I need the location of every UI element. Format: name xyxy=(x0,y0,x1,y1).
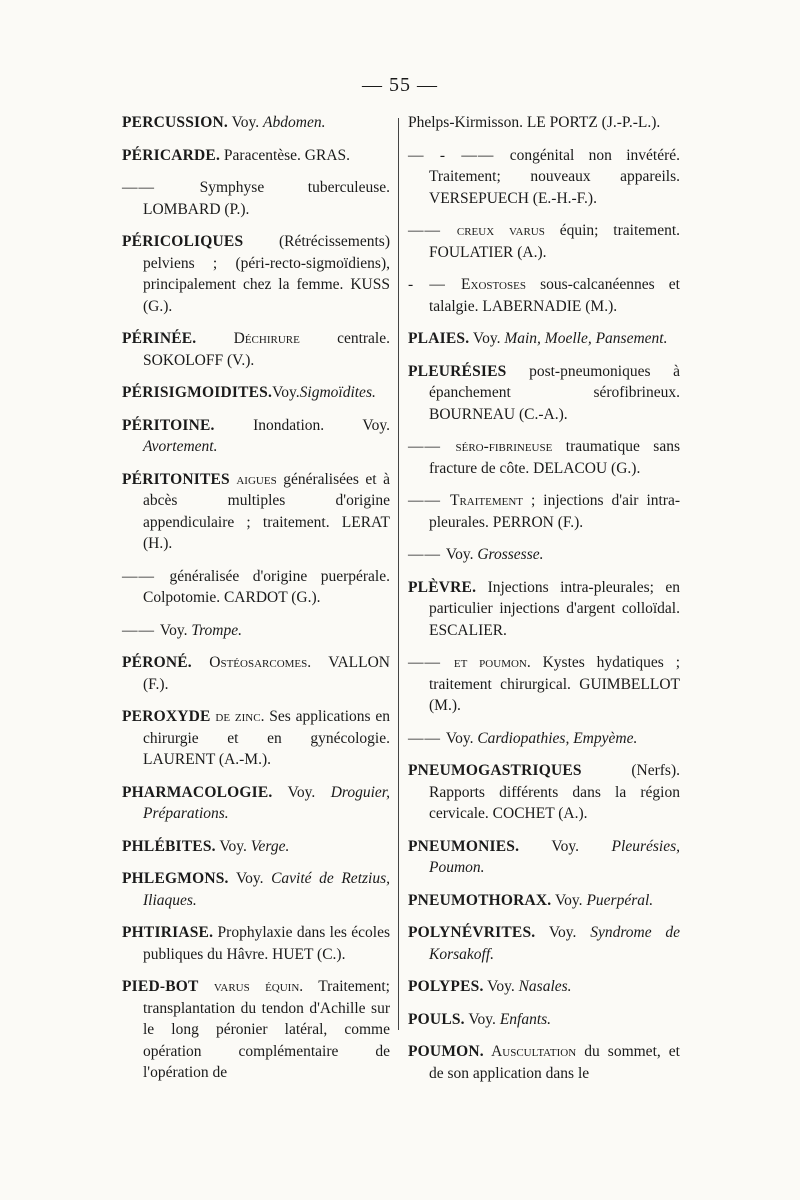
entry-reference: Main, Moelle, Pansement. xyxy=(504,330,668,347)
entry-dash: - — xyxy=(408,276,462,293)
page-number: — 55 — xyxy=(362,74,438,96)
index-entry xyxy=(408,490,680,533)
entry-text: Voy. xyxy=(272,384,300,401)
entry-reference: Cardiopathies, Empyème. xyxy=(477,729,638,747)
index-entry xyxy=(408,760,680,825)
entry-reference: Syndrome de Korsakoff. xyxy=(429,924,680,963)
entry-subheading: creux varus xyxy=(456,222,545,239)
entry-subheading: Exostoses xyxy=(461,276,526,293)
index-entry xyxy=(408,728,680,750)
entry-text: Kystes hydatiques ; traitement chirurgical. GUIMBELLOT (M.). xyxy=(429,654,680,714)
index-entry xyxy=(408,328,680,350)
entry-text: Voy. xyxy=(445,729,478,747)
entry-text: généralisées et à abcès multiples d'origine appendiculaire ; traitement. LERAT (H.). xyxy=(143,470,390,552)
index-entry xyxy=(122,112,390,134)
entry-text: post-pneumoniques à épanchement sérofibrineux. BOURNEAU (C.-A.). xyxy=(429,362,680,423)
entry-headword: PÉRISIGMOIDITES. xyxy=(122,384,273,401)
entry-headword: PERCUSSION. xyxy=(122,114,228,131)
index-entry xyxy=(408,112,680,134)
entry-headword: PHTIRIASE. xyxy=(122,924,214,941)
index-entry xyxy=(408,652,680,717)
index-entry xyxy=(408,436,680,479)
entry-dash: —— xyxy=(122,567,170,585)
entry-reference: Nasales. xyxy=(518,978,572,995)
entry-reference: Grossesse. xyxy=(477,546,544,563)
index-entry xyxy=(122,782,390,825)
entry-text: congénital non invétéré. Traitement; nouveaux appareils. VERSEPUECH (E.-H.-F.). xyxy=(429,146,680,207)
entry-headword: PLEURÉSIES xyxy=(408,362,507,380)
entry-text: VALLON (F.). xyxy=(143,654,390,693)
right-column xyxy=(408,112,680,1095)
entry-text: Ses applications en chirurgie et en gynécologie. LAURENT (A.-M.). xyxy=(143,708,391,768)
entry-dash: —— xyxy=(408,546,446,563)
entry-text: Voy. xyxy=(228,870,272,887)
entry-dash: —— xyxy=(408,654,454,671)
entry-headword: PÉRITONITES xyxy=(122,470,230,488)
entry-dash: —— xyxy=(408,438,456,455)
entry-reference: Sigmoïdites. xyxy=(299,384,376,401)
entry-text: du sommet, et de son application dans le xyxy=(429,1043,680,1082)
entry-reference: Enfants. xyxy=(499,1010,552,1028)
index-entry xyxy=(408,836,680,879)
entry-headword: PLÈVRE. xyxy=(408,578,477,596)
entry-reference: Pleurésies, Poumon. xyxy=(429,837,680,876)
index-entry xyxy=(122,382,390,404)
entry-text: Voy. xyxy=(483,978,519,995)
entry-text: Voy. xyxy=(469,330,505,347)
index-entry xyxy=(122,415,390,458)
entry-text: Injections intra-pleurales; en particulier injections d'argent colloïdal. ESCALIER. xyxy=(429,578,680,639)
entry-text: généralisée d'origine puerpérale. Colpotomie. CARDOT (G.). xyxy=(143,567,390,606)
entry-dash: —— xyxy=(122,179,200,196)
entry-text: Voy. xyxy=(464,1010,500,1028)
entry-text: traumatique sans fracture de côte. DELACOU (G.). xyxy=(429,438,680,477)
entry-headword: PHLEGMONS. xyxy=(122,870,229,887)
entry-text: Inondation. Voy. xyxy=(214,416,390,434)
index-entry xyxy=(408,544,680,566)
entry-headword: PÉRINÉE. xyxy=(122,330,197,347)
entry-text: Voy. xyxy=(272,783,331,801)
entry-headword: PHLÉBITES. xyxy=(122,837,216,855)
entry-reference: Puerpéral. xyxy=(586,891,654,909)
entry-dash: —— xyxy=(122,621,160,639)
entry-headword: PÉRITOINE. xyxy=(122,416,215,434)
entry-dash: — - —— xyxy=(408,146,510,164)
entry-text: Voy. xyxy=(519,837,612,855)
entry-headword: PLAIES. xyxy=(408,330,470,347)
entry-text: Voy. xyxy=(159,621,192,639)
entry-headword: PIED-BOT xyxy=(122,978,199,995)
index-entry xyxy=(122,652,390,695)
entry-headword: PNEUMOGASTRIQUES xyxy=(408,762,582,779)
index-entry xyxy=(408,274,680,317)
entry-subheading: de zinc. xyxy=(210,708,265,725)
entry-text: Phelps-Kirmisson. LE PORTZ (J.-P.-L.). xyxy=(408,114,661,131)
index-entry xyxy=(408,922,680,965)
index-entry xyxy=(122,469,390,555)
entry-text: Voy. xyxy=(445,546,478,563)
entry-headword: POULS. xyxy=(408,1010,465,1028)
entry-reference: Verge. xyxy=(250,837,290,855)
index-entry xyxy=(408,577,680,642)
index-entry xyxy=(122,620,390,642)
entry-subheading: aigues xyxy=(229,470,277,488)
entry-text: sous-calcanéennes et talalgie. LABERNADIE (M.). xyxy=(429,276,680,315)
entry-text: Voy. xyxy=(215,837,251,855)
entry-text: Voy. xyxy=(551,891,587,909)
entry-text: Prophylaxie dans les écoles publiques du Hâvre. HUET (C.). xyxy=(143,924,390,963)
entry-subheading: Ostéosarcomes. xyxy=(191,654,312,671)
entry-text: Symphyse tuberculeuse. LOMBARD (P.). xyxy=(143,179,390,218)
entry-headword: PÉRONÉ. xyxy=(122,654,192,671)
entry-reference: Abdomen. xyxy=(263,114,326,131)
entry-text: Traitement; transplantation du tendon d'Achille sur le long péronier latéral, comme opération complémentaire de l'opération de xyxy=(143,978,390,1081)
entry-headword: PNEUMOTHORAX. xyxy=(408,891,552,909)
entry-text: Voy. xyxy=(228,114,264,131)
entry-reference: Trompe. xyxy=(191,621,242,639)
entry-headword: PÉRICOLIQUES xyxy=(122,233,244,250)
index-entry xyxy=(122,145,390,167)
entry-subheading: Déchirure xyxy=(196,330,300,347)
entry-subheading: Traitement xyxy=(450,492,524,509)
entry-reference: Droguier, Préparations. xyxy=(143,783,390,822)
entry-reference: Avortement. xyxy=(143,438,218,455)
index-entry xyxy=(408,1041,680,1084)
entry-text: centrale. SOKOLOFF (V.). xyxy=(143,330,390,369)
index-entry xyxy=(122,706,390,771)
entry-headword: POLYNÉVRITES. xyxy=(408,924,536,941)
index-entry xyxy=(408,361,680,426)
entry-headword: PÉRICARDE. xyxy=(122,146,221,164)
entry-subheading: et poumon. xyxy=(453,654,531,671)
index-entry xyxy=(408,145,680,210)
entry-text: équin; traitement. FOULATIER (A.). xyxy=(429,222,681,261)
entry-subheading: varus équin. xyxy=(198,978,304,995)
entry-subheading: Auscultation xyxy=(483,1043,577,1060)
index-entry xyxy=(122,976,390,1084)
entry-subheading: séro-fibrineuse xyxy=(455,438,553,455)
index-entry xyxy=(122,922,390,965)
entry-dash: —— xyxy=(408,492,450,509)
entry-headword: PEROXYDE xyxy=(122,708,211,725)
index-entry xyxy=(122,177,390,220)
entry-reference: Cavité de Retzius, Iliaques. xyxy=(143,870,390,909)
left-column xyxy=(122,112,390,1095)
index-entry xyxy=(408,220,680,263)
index-entry xyxy=(408,890,680,912)
entry-headword: POUMON. xyxy=(408,1043,484,1060)
index-entry xyxy=(122,566,390,609)
entry-text: (Nerfs). Rapports différents dans la région cervicale. COCHET (A.). xyxy=(429,762,680,822)
entry-dash: —— xyxy=(408,729,446,747)
index-entry xyxy=(122,231,390,317)
entry-headword: PNEUMONIES. xyxy=(408,837,520,855)
index-entry xyxy=(122,328,390,371)
entry-text: Voy. xyxy=(535,924,591,941)
column-divider xyxy=(398,118,399,1030)
entry-dash: —— xyxy=(408,222,457,239)
entry-headword: POLYPES. xyxy=(408,978,484,995)
entry-text: ; injections d'air intra-pleurales. PERRON (F.). xyxy=(429,492,681,531)
entry-headword: PHARMACOLOGIE. xyxy=(122,783,273,801)
entry-text: Paracentèse. GRAS. xyxy=(220,146,351,164)
index-entry xyxy=(122,836,390,858)
index-entry xyxy=(408,1009,680,1031)
index-entry xyxy=(408,976,680,998)
index-entry xyxy=(122,868,390,911)
entry-text: (Rétrécissements) pelviens ; (péri-recto-sigmoïdiens), principalement chez la femme. KUSS (G.). xyxy=(143,233,390,315)
